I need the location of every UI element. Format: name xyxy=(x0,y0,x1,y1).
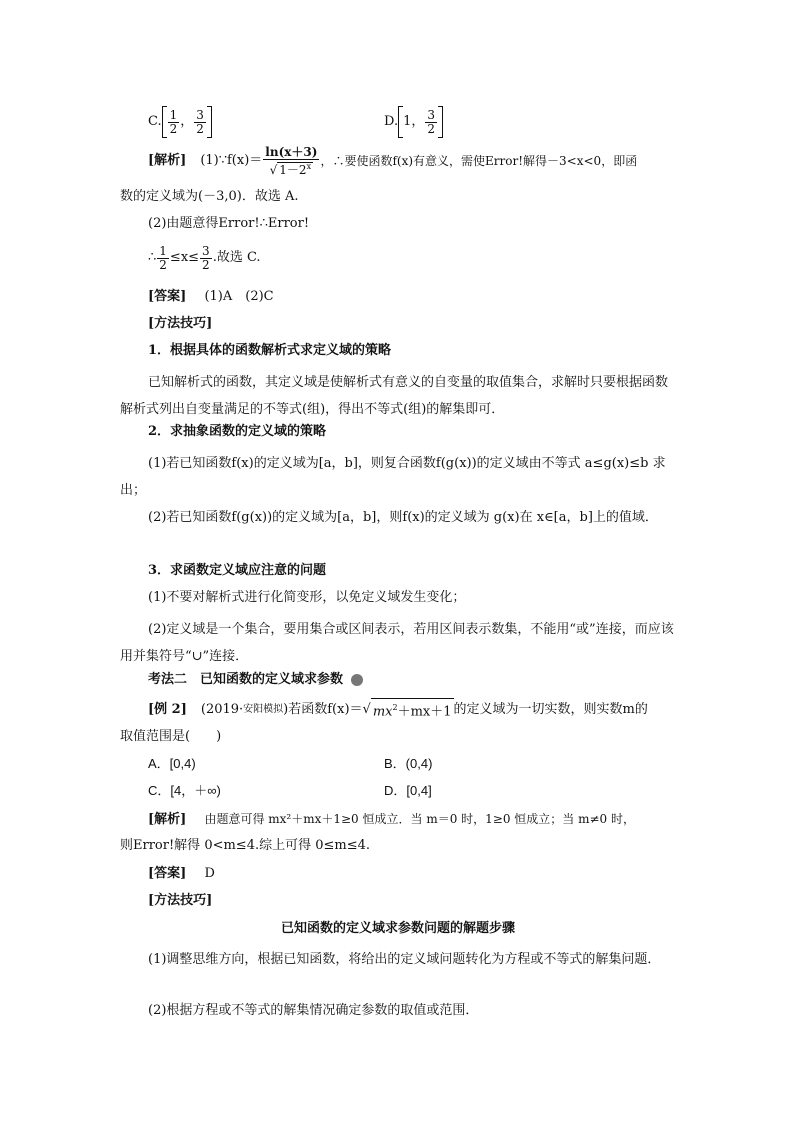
marker-dot-icon xyxy=(351,674,363,686)
method-1-para-3a: (1)不要对解析式进行化简变形，以免定义域发生变化； xyxy=(148,590,466,605)
method-tips-2-tag: [方法技巧] xyxy=(148,893,213,908)
method-1-heading-1: 1．根据具体的函数解析式求定义域的策略 xyxy=(148,343,392,358)
method-1-para-2b: (2)若已知函数f(g(x))的定义域为[a，b]，则f(x)的定义域为 g(x)在 x∈[a，b]上的值域． xyxy=(148,510,658,525)
option-d: D. 1， $\frac{3}{2}$ xyxy=(384,106,443,138)
analysis-2-line-1: [解析] 由题意可得 mx²＋mx＋1≥0 恒成立．当 m＝0 时，1≥0 恒成立；当 m≠0 时， xyxy=(148,812,635,827)
option-c: C. $\frac{1}{2}$ ， $\frac{3}{2}$ xyxy=(148,106,212,138)
analysis-1-line-2: 数的定义域为(－3,0)．故选 A. xyxy=(120,189,299,204)
option-d-2: D．[0,4] xyxy=(384,783,432,798)
example-2-stem-line-2: 取值范围是( ) xyxy=(120,729,222,744)
method-1-para-1: 已知解析式的函数，其定义域是使解析式有意义的自变量的取值集合，求解时只要根据函数解析式列出自变量满足的不等式(组)，得出不等式(组)的解集即可． xyxy=(120,375,669,417)
analysis-2-line-2: 则Error!解得 0<m≤4.综上可得 0≤m≤4. xyxy=(120,838,371,853)
example-2-stem: [例 2] (2019· 安阳模拟 ) 若函数f(x)＝ √ $mx^2+mx+1$ 的定义域为一切实数，则实数m的 xyxy=(148,697,676,723)
answer-1: [答案] (1)A (2)C xyxy=(148,289,274,304)
analysis-1-conclusion: ∴ $\frac{1}{2}$ ≤x≤ $\frac{3}{2}$ .故选 C. xyxy=(148,243,261,272)
method-2-para-2: (2)根据方程或不等式的解集情况确定参数的取值或范围． xyxy=(148,1003,479,1018)
method-1-heading-3: 3．求函数定义域应注意的问题 xyxy=(148,563,327,578)
method-1-heading-2: 2．求抽象函数的定义域的策略 xyxy=(148,424,327,439)
section-title-method-2: 考法二 已知函数的定义域求参数 xyxy=(148,671,676,689)
option-b-2: B．(0,4) xyxy=(384,756,433,771)
method-1-para-2a: (1)若已知函数f(x)的定义域为[a，b]，则复合函数f(g(x))的定义域由不等式 a≤g(x)≤b 求出； xyxy=(120,456,666,498)
method-2-title: 已知函数的定义域求参数问题的解题步骤 xyxy=(280,921,515,936)
method-2-para-1: (1)调整思维方向，根据已知函数，将给出的定义域问题转化为方程或不等式的解集问题． xyxy=(148,952,661,967)
analysis-1-line-1: [解析] (1)∵f(x)＝ $\frac{\ln(x+3)}{√ 1-2^x}$ ，∴要使函数f(x)有意义，需使Error!解得－3<x<0，即函 xyxy=(148,144,638,177)
method-tips-1-tag: [方法技巧] xyxy=(148,316,213,331)
option-a-2: A．[0,4) xyxy=(148,756,196,771)
options-row-1 xyxy=(148,100,676,134)
answer-2: [答案] D xyxy=(148,866,215,881)
analysis-1-part-2: (2)由题意得Error!∴Error! xyxy=(148,216,310,231)
option-c-2: C．[4，＋∞) xyxy=(148,783,221,798)
method-1-para-3b: (2)定义域是一个集合，要用集合或区间表示，若用区间表示数集，不能用“或”连接，而应该用并集符号“∪”连接． xyxy=(120,622,674,664)
